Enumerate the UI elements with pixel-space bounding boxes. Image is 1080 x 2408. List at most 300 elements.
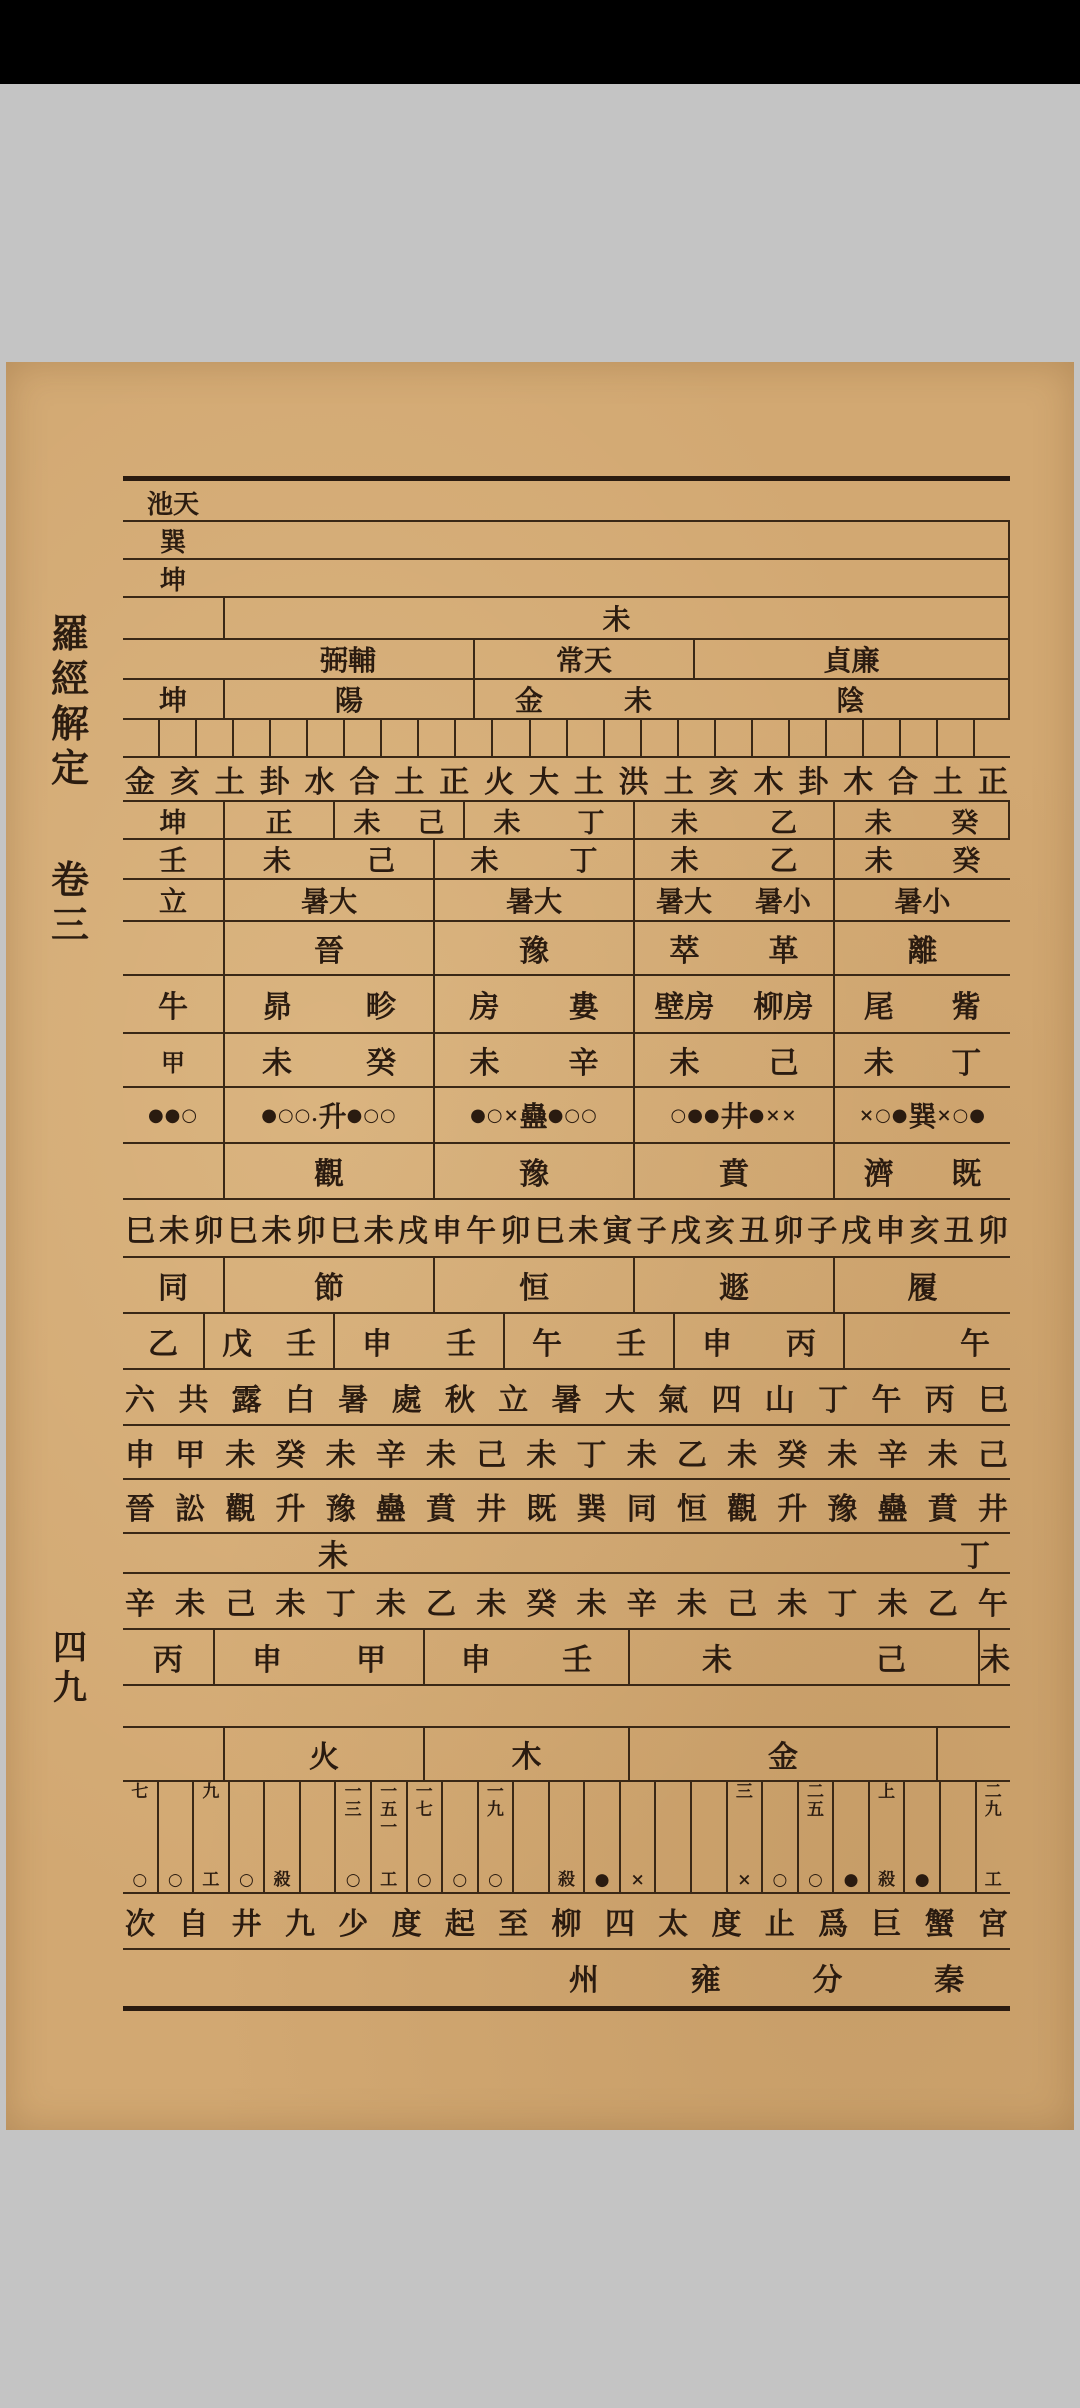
cell-text: 暑小 xyxy=(894,885,951,918)
cell-text: 立 xyxy=(158,885,187,918)
cell-text: 豫 xyxy=(519,1157,549,1192)
cell xyxy=(123,1034,223,1086)
seq-char: 卯 xyxy=(773,1214,804,1249)
table-bottom-rule xyxy=(123,2006,1010,2011)
seq-char: 寅 xyxy=(602,1214,633,1249)
wuxing-row xyxy=(123,1726,1010,1782)
seq-char: 柳 xyxy=(551,1907,582,1942)
cell-text: 正 xyxy=(265,807,293,838)
seq-char: 土 xyxy=(573,765,604,800)
cell xyxy=(628,1728,938,1780)
number-cell-top: 三 xyxy=(735,1782,753,1802)
elements-sequence xyxy=(123,757,1010,801)
cell-text: 坤 xyxy=(158,684,187,717)
cell-text: 柳房 xyxy=(753,990,814,1025)
seq-char: 丁 xyxy=(827,1587,858,1622)
yinyang-row xyxy=(123,680,1010,720)
header-row-wei xyxy=(123,598,1010,640)
kun-row xyxy=(123,802,1010,840)
number-cell xyxy=(192,1782,228,1892)
seq-char: 氣 xyxy=(658,1383,689,1418)
number-cell xyxy=(299,1782,335,1892)
cell xyxy=(123,1630,213,1684)
cell-text: 秦 xyxy=(934,1963,965,1998)
stars2-sequence xyxy=(123,1899,1010,1943)
seq-char: 賁 xyxy=(426,1492,457,1527)
elements-row xyxy=(123,758,1010,802)
cell-text: 癸 xyxy=(951,807,979,838)
header-row-kun xyxy=(123,560,1010,598)
cell-text: 暑大 xyxy=(505,885,562,918)
cell-text: 壬 xyxy=(446,1327,476,1362)
cell xyxy=(123,802,223,838)
seq-char: 立 xyxy=(498,1383,529,1418)
cell-text: 坤 xyxy=(159,565,186,596)
branches-sequence xyxy=(123,1206,1010,1250)
cell xyxy=(433,1034,633,1086)
seq-char: 木 xyxy=(843,765,874,800)
number-cell xyxy=(797,1782,833,1892)
seq-char: 處 xyxy=(391,1383,422,1418)
seq-char: 度 xyxy=(391,1907,422,1942)
cell-text: 辛 xyxy=(568,1046,599,1081)
seq-char: 晉 xyxy=(125,1492,155,1527)
cell-text: 申 xyxy=(460,1643,491,1678)
seq-char: 未 xyxy=(927,1438,958,1473)
cell xyxy=(503,1314,673,1368)
cell-text: 觀 xyxy=(314,1157,344,1192)
cell xyxy=(223,640,473,678)
cell-text: 坤 xyxy=(159,807,187,838)
cell-text: 乙 xyxy=(148,1327,178,1362)
cell xyxy=(633,922,833,974)
cell-text: 己 xyxy=(768,1046,799,1081)
seq-char: 乙 xyxy=(676,1438,707,1473)
cell-text: 癸 xyxy=(952,844,981,877)
cell xyxy=(543,1534,1010,1572)
cell xyxy=(123,680,223,718)
gua-row-3 xyxy=(123,1258,1010,1314)
seq-char: 既 xyxy=(526,1492,557,1527)
cell-text: 甲 xyxy=(161,1047,185,1077)
tick-marks xyxy=(123,720,1010,756)
cell xyxy=(473,680,583,718)
cell xyxy=(223,1728,423,1780)
seq-char: 巽 xyxy=(576,1492,607,1527)
seq-char: 賁 xyxy=(927,1492,958,1527)
cell xyxy=(633,880,733,920)
wei-row-2 xyxy=(123,1534,1010,1574)
number-cell-bottom: ○ xyxy=(416,1870,432,1891)
cell-text: 既 xyxy=(951,1157,982,1192)
cell xyxy=(833,1144,1010,1198)
xiu-row xyxy=(123,976,1010,1034)
seq-char: 次 xyxy=(125,1907,155,1942)
header-row-xun xyxy=(123,522,1010,560)
seq-char: 乙 xyxy=(426,1587,457,1622)
cell-text: 己 xyxy=(417,807,445,838)
cell-text: 萃 xyxy=(669,934,700,969)
cell-text: 丁 xyxy=(960,1539,990,1572)
seq-char: 卦 xyxy=(798,765,829,800)
cell-text: 昴 xyxy=(262,990,292,1025)
top-status-bar xyxy=(0,0,1080,84)
cell-text: 未 xyxy=(702,1643,732,1678)
seq-char: 暑 xyxy=(338,1383,369,1418)
cell: ●○× 蠱 ●○○ xyxy=(433,1088,633,1142)
cell xyxy=(123,484,223,520)
cell-text: 壁房 xyxy=(654,990,715,1025)
cell-text: 濟 xyxy=(863,1157,894,1192)
number-cell xyxy=(975,1782,1011,1892)
seq-char: 未 xyxy=(568,1214,599,1249)
cell-text: 申 xyxy=(362,1327,392,1362)
seq-char: 卯 xyxy=(977,1214,1008,1249)
number-cell-bottom: ○ xyxy=(132,1870,148,1891)
seq-char: 未 xyxy=(175,1587,206,1622)
cell-text: 未 xyxy=(469,1046,500,1081)
cell-text: 牛 xyxy=(158,990,188,1025)
cell-text: 壬 xyxy=(158,844,187,877)
seq-char: 度 xyxy=(711,1907,742,1942)
margin-volume xyxy=(40,858,100,948)
cell-text: 未 xyxy=(670,844,699,877)
cell xyxy=(123,1950,523,2004)
number-cell-bottom: ○ xyxy=(239,1870,254,1891)
cell xyxy=(633,840,833,878)
seq-char: 白 xyxy=(284,1383,315,1418)
cell xyxy=(223,680,473,718)
seq-char: 午 xyxy=(977,1587,1008,1622)
cell-text: 乙 xyxy=(769,844,798,877)
seq-char: 洪 xyxy=(618,765,649,800)
cell xyxy=(333,802,463,838)
seq-char: 土 xyxy=(663,765,694,800)
jieqi-sequence xyxy=(123,1375,1010,1419)
cell xyxy=(833,880,1010,920)
cell xyxy=(433,1144,633,1198)
number-cell xyxy=(654,1782,690,1892)
cell-text: 節 xyxy=(314,1271,344,1306)
seq-char: 少 xyxy=(338,1907,369,1942)
page-number xyxy=(40,1628,100,1708)
seq-char: 乙 xyxy=(927,1587,958,1622)
branches-row xyxy=(123,1200,1010,1258)
seq-char: 甲 xyxy=(175,1438,206,1473)
cell-text: 遯 xyxy=(719,1271,749,1306)
cell xyxy=(203,1314,333,1368)
seq-char: 火 xyxy=(484,765,515,800)
cell-text: 暑大 xyxy=(655,885,712,918)
cell xyxy=(223,1144,433,1198)
cell-text: 申 xyxy=(702,1327,732,1362)
cell-text: 甲 xyxy=(356,1643,386,1678)
number-cell-bottom: ○ xyxy=(808,1870,823,1891)
number-cell xyxy=(334,1782,370,1892)
numbers-row xyxy=(123,1782,1010,1894)
seq-char: 木 xyxy=(753,765,784,800)
seq-char: 升 xyxy=(777,1492,808,1527)
cell xyxy=(833,1034,1010,1086)
number-cell-top: 二九 xyxy=(984,1782,1002,1820)
cell xyxy=(833,922,1010,974)
number-cell-bottom: ○ xyxy=(772,1870,788,1891)
seq-char: 亥 xyxy=(169,765,200,800)
seq-char: 未 xyxy=(576,1587,607,1622)
number-cell xyxy=(832,1782,868,1892)
seq-char: 亥 xyxy=(909,1214,940,1249)
seq-char: 金 xyxy=(125,765,155,800)
cell xyxy=(123,640,223,678)
seq-char: 己 xyxy=(225,1587,256,1622)
page-number-char: 四 xyxy=(53,1628,87,1668)
cell xyxy=(123,976,223,1032)
cell xyxy=(833,976,1010,1032)
seq-char: 土 xyxy=(214,765,245,800)
ren-row xyxy=(123,840,1010,880)
seq-char: 秋 xyxy=(444,1383,475,1418)
cell xyxy=(433,880,633,920)
margin-char: 羅 xyxy=(50,611,89,656)
cell xyxy=(123,1534,543,1572)
number-cell-bottom: ● xyxy=(914,1870,930,1891)
seq-char: 巳 xyxy=(125,1214,155,1249)
number-cell-bottom: ● xyxy=(843,1870,859,1891)
page-number-char: 九 xyxy=(53,1668,87,1709)
number-cell xyxy=(726,1782,762,1892)
seq-char: 九 xyxy=(284,1907,315,1942)
seq-char: 起 xyxy=(444,1907,475,1942)
seq-char: 亥 xyxy=(704,1214,735,1249)
seq-char: 蠱 xyxy=(375,1492,406,1527)
seq-char: 同 xyxy=(626,1492,657,1527)
number-cell-bottom: 殺 xyxy=(878,1870,896,1891)
cell xyxy=(463,802,633,838)
cell xyxy=(433,922,633,974)
cell xyxy=(223,1034,433,1086)
cell xyxy=(433,840,633,878)
seq-char: 井 xyxy=(231,1907,262,1942)
number-cell xyxy=(477,1782,513,1892)
seq-char: 卯 xyxy=(295,1214,326,1249)
cell xyxy=(123,1258,223,1312)
cell xyxy=(833,1258,1010,1312)
number-cell xyxy=(263,1782,299,1892)
stars-row-2 xyxy=(123,1894,1010,1950)
seq-char: 丙 xyxy=(924,1383,955,1418)
cell-text: 未 xyxy=(602,603,631,636)
number-cell xyxy=(406,1782,442,1892)
cell-text: 未 xyxy=(262,844,291,877)
cell xyxy=(223,922,433,974)
number-cell-bottom: 工 xyxy=(984,1870,1002,1891)
seq-char: 未 xyxy=(325,1438,356,1473)
seq-char: 未 xyxy=(375,1587,406,1622)
cell xyxy=(123,1144,223,1198)
jieqi-row xyxy=(123,1370,1010,1426)
cell-text: 觜 xyxy=(951,990,982,1025)
cell xyxy=(123,922,223,974)
cell-text: 井 xyxy=(720,1100,749,1133)
cell-text: 未 xyxy=(493,807,521,838)
seq-char: 訟 xyxy=(175,1492,206,1527)
cell xyxy=(633,976,833,1032)
margin-char: 定 xyxy=(50,745,89,791)
table-top-rule xyxy=(123,476,1010,481)
cell: ●○○. 升 ●○○ xyxy=(223,1088,433,1142)
cell-text: 巽 xyxy=(908,1100,937,1133)
seq-char: 至 xyxy=(498,1907,529,1942)
seq-char: 子 xyxy=(636,1214,667,1249)
cell xyxy=(633,802,833,838)
cell-text: 乙 xyxy=(770,807,797,838)
seq-char: 正 xyxy=(439,765,470,800)
seq-char: 豫 xyxy=(325,1492,356,1527)
number-cell-top: 一五一 xyxy=(380,1782,398,1838)
seq-char: 子 xyxy=(807,1214,838,1249)
cell-text: 豫 xyxy=(519,934,549,969)
cell xyxy=(693,640,1010,678)
seq-char: 辛 xyxy=(877,1438,908,1473)
cell-text: 賁 xyxy=(719,1157,749,1192)
cell-text: 畛 xyxy=(366,990,396,1025)
seq-char: 午 xyxy=(871,1383,902,1418)
cell-text: 申 xyxy=(252,1643,282,1678)
number-cell-top: 一三 xyxy=(344,1782,362,1820)
seq-char: 巳 xyxy=(534,1214,565,1249)
number-cell xyxy=(228,1782,264,1892)
cell-text: 未 xyxy=(980,1643,1010,1678)
number-cell-top: 七 xyxy=(131,1782,149,1802)
shen-sequence xyxy=(123,1430,1010,1474)
cell xyxy=(123,840,223,878)
number-cell xyxy=(583,1782,619,1892)
seq-char: 未 xyxy=(275,1587,306,1622)
cell-text: 州 xyxy=(568,1963,599,1998)
seq-char: 止 xyxy=(764,1907,795,1942)
stars-row xyxy=(123,640,1010,680)
number-cell xyxy=(548,1782,584,1892)
seq-char: 己 xyxy=(476,1438,507,1473)
number-cell xyxy=(370,1782,406,1892)
number-cell xyxy=(512,1782,548,1892)
seq-char: 己 xyxy=(727,1587,758,1622)
cell xyxy=(123,1728,223,1780)
seq-char: 癸 xyxy=(275,1438,306,1473)
cell xyxy=(223,840,433,878)
cell xyxy=(938,1728,1010,1780)
margin-char: 解 xyxy=(50,700,89,746)
cell-text: 尾 xyxy=(863,990,894,1025)
seq-char: 巳 xyxy=(329,1214,360,1249)
seq-char: 水 xyxy=(304,765,335,800)
bing-row xyxy=(123,1630,1010,1686)
cell-text: ●●○ xyxy=(147,1104,199,1126)
cell-text: 未 xyxy=(318,1539,348,1572)
seq-char: 丑 xyxy=(943,1214,974,1249)
cell-text: 未 xyxy=(671,807,698,838)
cell-text: 丙 xyxy=(786,1327,816,1362)
cell xyxy=(213,1630,423,1684)
seq-char: 戌 xyxy=(397,1214,428,1249)
seq-char: 合 xyxy=(888,765,919,800)
seq-char: 觀 xyxy=(225,1492,256,1527)
number-cell-bottom: 殺 xyxy=(558,1870,576,1891)
cell-text: 升 xyxy=(318,1100,347,1133)
cell-text: 木 xyxy=(511,1740,542,1775)
gap-row xyxy=(123,1686,1010,1726)
tick-row xyxy=(123,720,1010,758)
cell xyxy=(633,1034,833,1086)
shen-row xyxy=(123,1426,1010,1480)
number-cell-bottom: 工 xyxy=(380,1870,398,1891)
cell xyxy=(123,1314,203,1368)
cell xyxy=(628,1630,978,1684)
number-cell-top: 一九 xyxy=(486,1782,504,1820)
cell xyxy=(833,840,1010,878)
number-cell-bottom: ○ xyxy=(167,1870,183,1891)
seq-char: 卯 xyxy=(193,1214,224,1249)
seq-char: 未 xyxy=(363,1214,394,1249)
seq-char: 蠱 xyxy=(877,1492,908,1527)
seq-char: 四 xyxy=(604,1907,635,1942)
cell-text: 未 xyxy=(353,807,381,838)
number-cell xyxy=(903,1782,939,1892)
seq-char: 恒 xyxy=(676,1492,707,1527)
cell xyxy=(473,640,693,678)
number-cell-bottom: 殺 xyxy=(273,1870,291,1891)
cell xyxy=(123,598,223,638)
seq-char: 未 xyxy=(676,1587,707,1622)
seq-char: 未 xyxy=(877,1587,908,1622)
seq-char: 升 xyxy=(275,1492,306,1527)
seq-char: 己 xyxy=(977,1438,1008,1473)
cell xyxy=(583,680,693,718)
cell-text: 丁 xyxy=(951,1046,982,1081)
cell xyxy=(123,880,223,920)
seq-char: 申 xyxy=(431,1214,462,1249)
xin-sequence xyxy=(123,1579,1010,1623)
cell-text: 丙 xyxy=(153,1643,183,1678)
seq-char: 丁 xyxy=(325,1587,356,1622)
seq-char: 未 xyxy=(727,1438,758,1473)
seq-char: 未 xyxy=(827,1438,858,1473)
gua-row-2 xyxy=(123,1144,1010,1200)
seq-char: 蟹 xyxy=(924,1907,955,1942)
cell-text: 未 xyxy=(864,807,892,838)
cell-text: 池天 xyxy=(146,489,199,520)
cell xyxy=(423,1630,628,1684)
number-cell-bottom: ● xyxy=(594,1870,610,1891)
number-cell-bottom: × xyxy=(737,1870,752,1891)
seq-char: 丑 xyxy=(738,1214,769,1249)
cell xyxy=(123,1088,223,1142)
cell: ×○● 巽 ×○● xyxy=(833,1088,1010,1142)
seq-char: 辛 xyxy=(626,1587,657,1622)
cell-text: 貞廉 xyxy=(823,644,880,677)
seq-char: 大 xyxy=(529,765,560,800)
cell xyxy=(633,1144,833,1198)
seq-char: 觀 xyxy=(727,1492,758,1527)
cell-text: 革 xyxy=(768,934,799,969)
seq-char: 戌 xyxy=(670,1214,701,1249)
number-cell-top: 上 xyxy=(878,1782,896,1802)
yi-row xyxy=(123,1314,1010,1370)
cell xyxy=(843,1314,1010,1368)
seq-char: 戌 xyxy=(841,1214,872,1249)
cell xyxy=(693,680,1010,718)
cell xyxy=(733,880,833,920)
